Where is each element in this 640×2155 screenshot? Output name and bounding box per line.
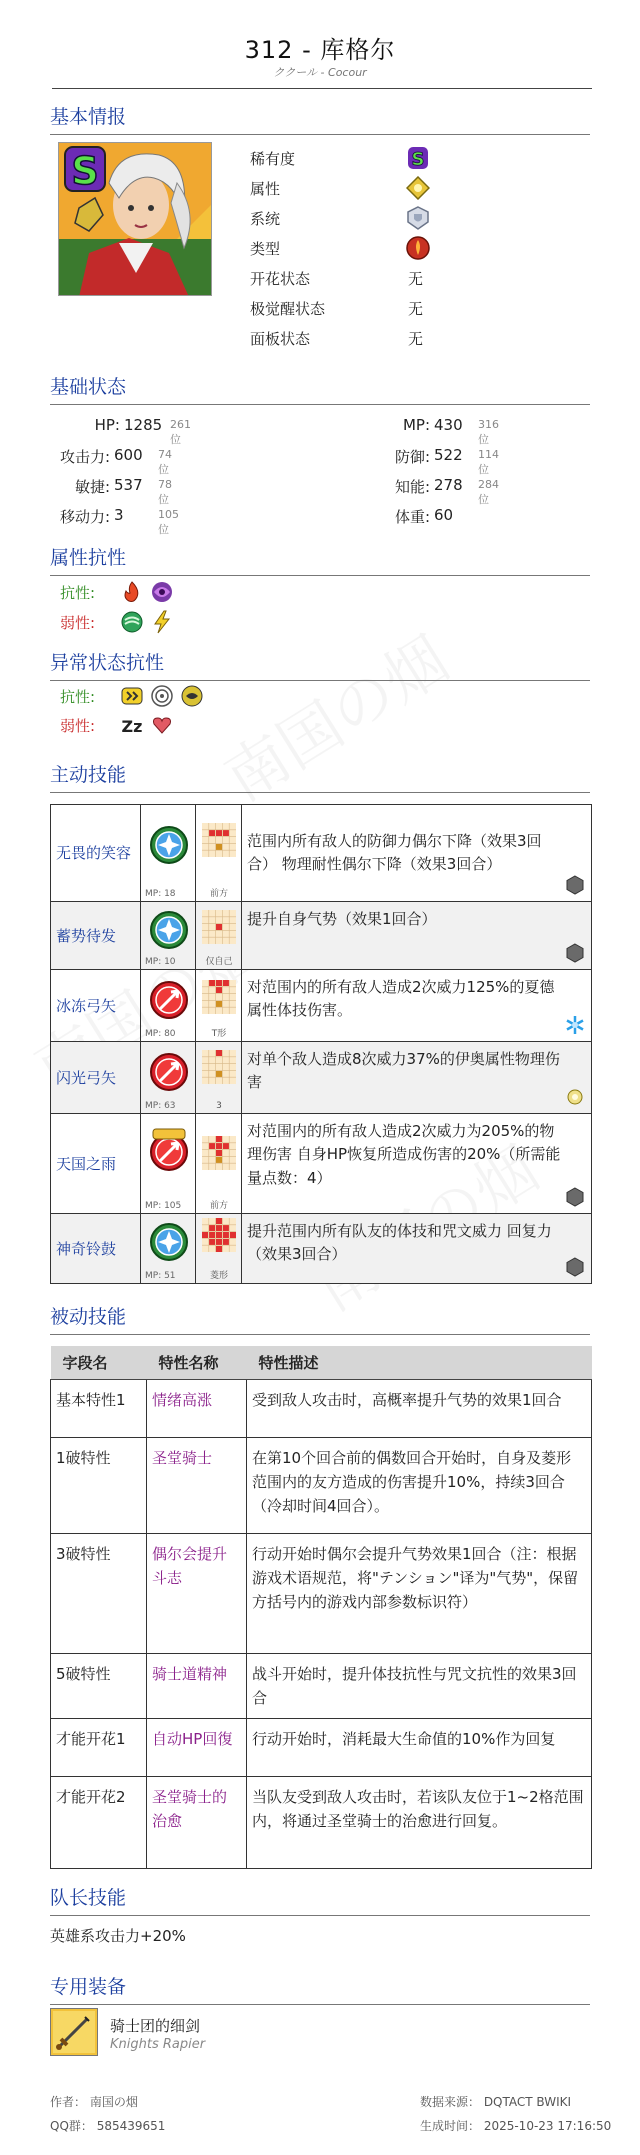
footer-author: 作者： 南国の烟 — [50, 2095, 138, 2109]
rarity-s-icon — [406, 146, 430, 170]
info-label: 面板状态 — [250, 330, 311, 348]
passive-name: 圣堂骑士的治愈 — [147, 1777, 247, 1869]
no-element-icon — [565, 1257, 585, 1277]
range-grid-icon — [202, 823, 236, 857]
info-value: 无 — [408, 270, 424, 288]
skill-range: 前方 — [209, 889, 228, 899]
section-status-resist: 异常状态抗性 — [50, 648, 590, 681]
skill-description-cell — [242, 805, 592, 902]
passive-field: 5破特性 — [51, 1654, 147, 1719]
stat-label: HP: — [94, 416, 120, 434]
no-element-icon — [565, 875, 585, 895]
table-row — [51, 1214, 592, 1284]
page-subtitle: ククール - Cocour — [273, 66, 367, 79]
skill-range: 菱形 — [209, 1271, 228, 1281]
passive-field: 才能开花2 — [51, 1777, 147, 1869]
weak-label: 弱性: — [60, 614, 96, 632]
skill-mp: MP: 18 — [145, 889, 176, 899]
passive-field: 1破特性 — [51, 1438, 147, 1534]
footer-qq-group: QQ群： 585439651 — [50, 2119, 166, 2133]
active-skills-table — [50, 804, 592, 1284]
equipment-name-en: Knights Rapier — [110, 2037, 206, 2052]
leader-skill-text: 英雄系攻击力+20% — [50, 1927, 186, 1945]
section-passive-skills: 被动技能 — [50, 1302, 590, 1335]
skill-icon-cell — [141, 1114, 196, 1214]
stat-rank: 105位 — [158, 508, 179, 536]
confusion-icon — [150, 684, 174, 708]
skill-icon-cell — [141, 970, 196, 1042]
svg-text:S: S — [411, 149, 425, 170]
rapier-icon — [50, 2008, 98, 2056]
stat-value: 1285 — [124, 416, 163, 434]
skill-range-cell — [196, 1114, 242, 1214]
stat-label: 敏捷: — [74, 478, 110, 496]
info-type — [250, 235, 450, 265]
section-basic-info: 基本情报 — [50, 102, 590, 135]
range-grid-icon — [202, 910, 236, 944]
stat-label: 移动力: — [59, 508, 110, 526]
passive-name: 骑士道精神 — [147, 1654, 247, 1719]
skill-range: T形 — [211, 1029, 227, 1039]
table-row — [51, 902, 592, 970]
info-panel — [250, 325, 450, 355]
column-header: 字段名 — [51, 1346, 147, 1380]
range-grid-icon — [202, 1136, 236, 1170]
skill-range: 3 — [216, 1101, 222, 1111]
skill-mp: MP: 51 — [145, 1271, 176, 1281]
stat-rank: 114位 — [478, 448, 499, 476]
table-row — [51, 1534, 592, 1654]
passive-field: 3破特性 — [51, 1534, 147, 1654]
element-light-icon — [406, 176, 430, 200]
skill-description-cell — [242, 1042, 592, 1114]
stat-rank: 74位 — [158, 448, 172, 476]
column-header: 特性描述 — [247, 1346, 592, 1380]
stat-label: MP: — [402, 416, 430, 434]
ultimate-skill-icon — [147, 1128, 191, 1172]
table-row — [51, 1719, 592, 1777]
passive-skills-table — [50, 1346, 592, 1869]
skill-range: 前方 — [209, 1201, 228, 1211]
passive-description: 战斗开始时，提升体技抗性与咒文抗性的效果3回合 — [247, 1654, 592, 1719]
table-row — [51, 1380, 592, 1438]
section-equipment: 专用装备 — [50, 1972, 590, 2005]
stat-value: 60 — [434, 506, 454, 524]
buff-skill-icon — [149, 1222, 189, 1262]
range-grid-icon — [202, 1050, 236, 1084]
lightning-icon — [150, 610, 174, 634]
light-icon — [565, 1087, 585, 1107]
column-header: 特性名称 — [147, 1346, 247, 1380]
skill-name: 冰冻弓矢 — [51, 970, 141, 1042]
passive-description: 行动开始时，消耗最大生命值的10%作为回复 — [247, 1719, 592, 1777]
paralysis-icon — [120, 684, 144, 708]
info-rarity — [250, 145, 450, 175]
passive-name: 偶尔会提升斗志 — [147, 1534, 247, 1654]
skill-range-cell — [196, 1214, 242, 1284]
skill-range-cell — [196, 1042, 242, 1114]
svg-text:Zz: Zz — [121, 717, 143, 736]
arrow-skill-icon — [149, 1052, 189, 1092]
ice-icon — [565, 1015, 585, 1035]
skill-description: 对范围内的所有敌人造成2次威力125%的夏德属性体技伤害。 — [247, 978, 555, 1020]
info-label: 极觉醒状态 — [250, 300, 326, 318]
stat-value: 600 — [114, 446, 143, 464]
stat-label: 知能: — [394, 478, 430, 496]
table-row — [51, 805, 592, 902]
skill-range-cell — [196, 970, 242, 1042]
section-element-resist: 属性抗性 — [50, 543, 590, 576]
arrow-skill-icon — [149, 980, 189, 1020]
info-label: 属性 — [250, 180, 281, 198]
stat-rank: 316位 — [478, 418, 499, 446]
table-row — [51, 970, 592, 1042]
buff-skill-icon — [149, 825, 189, 865]
skill-mp: MP: 80 — [145, 1029, 176, 1039]
footer-generated-time: 生成时间： 2025-10-23 17:16:50 — [420, 2119, 612, 2133]
skill-name: 神奇铃鼓 — [51, 1214, 141, 1284]
stat-value: 278 — [434, 476, 463, 494]
section-leader-skill: 队长技能 — [50, 1883, 590, 1916]
info-value: 无 — [408, 300, 424, 318]
stat-rank: 261位 — [170, 418, 191, 446]
equipment-name: 骑士团的细剑 — [110, 2017, 201, 2035]
info-label: 开花状态 — [250, 270, 311, 288]
section-stats: 基础状态 — [50, 372, 590, 405]
charm-icon — [150, 713, 174, 737]
passive-field: 基本特性1 — [51, 1380, 147, 1438]
fire-icon — [120, 580, 144, 604]
skill-range-cell — [196, 902, 242, 970]
passive-description: 行动开始时偶尔会提升气势效果1回合（注：根据游戏术语规范，将"テンション"译为"气势"，保留方括号内的游戏内部参数标识符） — [247, 1534, 592, 1654]
stat-value: 537 — [114, 476, 143, 494]
skill-range-cell — [196, 805, 242, 902]
table-row — [51, 1654, 592, 1719]
stat-rank: 284位 — [478, 478, 499, 506]
darkness-icon — [150, 580, 174, 604]
page-title: 312 - 库格尔 — [244, 36, 396, 64]
info-system — [250, 205, 450, 235]
footer-data-source: 数据来源： DQTACT BWIKI — [420, 2095, 572, 2109]
skill-mp: MP: 10 — [145, 957, 176, 967]
info-awaken — [250, 295, 450, 325]
stat-label: 攻击力: — [59, 448, 110, 466]
skill-description: 提升自身气势（效果1回合） — [247, 910, 437, 928]
skill-description: 提升范围内所有队友的体技和咒文威力 回复力（效果3回合） — [247, 1222, 552, 1264]
passive-name: 自动HP回復 — [147, 1719, 247, 1777]
passive-name: 圣堂骑士 — [147, 1438, 247, 1534]
poison-icon — [180, 684, 204, 708]
skill-description-cell — [242, 902, 592, 970]
info-value: 无 — [408, 330, 424, 348]
wind-icon — [120, 610, 144, 634]
skill-icon-cell — [141, 1042, 196, 1114]
skill-mp: MP: 105 — [145, 1201, 182, 1211]
svg-text:S: S — [71, 149, 99, 193]
character-portrait — [58, 142, 212, 296]
info-element — [250, 175, 450, 205]
resist-label: 抗性: — [60, 584, 96, 602]
stat-label: 体重: — [394, 508, 430, 526]
stat-value: 3 — [114, 506, 124, 524]
range-grid-icon — [202, 980, 236, 1014]
info-label: 稀有度 — [250, 150, 296, 168]
skill-description-cell — [242, 970, 592, 1042]
resist-label: 抗性: — [60, 688, 96, 706]
skill-icon-cell — [141, 805, 196, 902]
skill-description: 对范围内的所有敌人造成2次威力为205%的物理伤害 自身HP恢复所造成伤害的20%（所需能量点数：4） — [247, 1122, 561, 1187]
table-row — [51, 1438, 592, 1534]
passive-description: 受到敌人攻击时，高概率提升气势的效果1回合 — [247, 1380, 592, 1438]
range-grid-icon — [202, 1218, 236, 1252]
info-label: 系统 — [250, 210, 281, 228]
stat-value: 522 — [434, 446, 463, 464]
info-bloom — [250, 265, 450, 295]
skill-description: 范围内所有敌人的防御力偶尔下降（效果3回合） 物理耐性偶尔下降（效果3回合） — [247, 831, 542, 873]
title-divider — [52, 88, 592, 89]
skill-mp: MP: 63 — [145, 1101, 176, 1111]
skill-description-cell — [242, 1114, 592, 1214]
no-element-icon — [565, 943, 585, 963]
stat-value: 430 — [434, 416, 463, 434]
table-row — [51, 1114, 592, 1214]
no-element-icon — [565, 1187, 585, 1207]
passive-description: 在第10个回合前的偶数回合开始时，自身及菱形范围内的友方造成的伤害提升10%，持续3回合（冷却时间4回合）。 — [247, 1438, 592, 1534]
type-attack-icon — [406, 236, 430, 260]
table-header-row — [51, 1346, 592, 1380]
skill-description: 对单个敌人造成8次威力37%的伊奥属性物理伤害 — [247, 1050, 560, 1092]
buff-skill-icon — [149, 910, 189, 950]
skill-icon-cell — [141, 1214, 196, 1284]
skill-icon-cell — [141, 902, 196, 970]
skill-description-cell — [242, 1214, 592, 1284]
info-label: 类型 — [250, 240, 281, 258]
passive-field: 才能开花1 — [51, 1719, 147, 1777]
section-active-skills: 主动技能 — [50, 760, 590, 793]
weak-label: 弱性: — [60, 717, 96, 735]
table-row — [51, 1042, 592, 1114]
passive-description: 当队友受到敌人攻击时，若该队友位于1~2格范围内，将通过圣堂骑士的治愈进行回复。 — [247, 1777, 592, 1869]
stat-rank: 78位 — [158, 478, 172, 506]
skill-name: 无畏的笑容 — [51, 805, 141, 902]
passive-name: 情绪高涨 — [147, 1380, 247, 1438]
skill-range: 仅自己 — [205, 957, 233, 967]
skill-name: 闪光弓矢 — [51, 1042, 141, 1114]
stat-label: 防御: — [394, 448, 430, 466]
table-row — [51, 1777, 592, 1869]
skill-name: 天国之雨 — [51, 1114, 141, 1214]
sleep-icon — [120, 713, 144, 737]
skill-name: 蓄势待发 — [51, 902, 141, 970]
system-shield-icon — [406, 206, 430, 230]
